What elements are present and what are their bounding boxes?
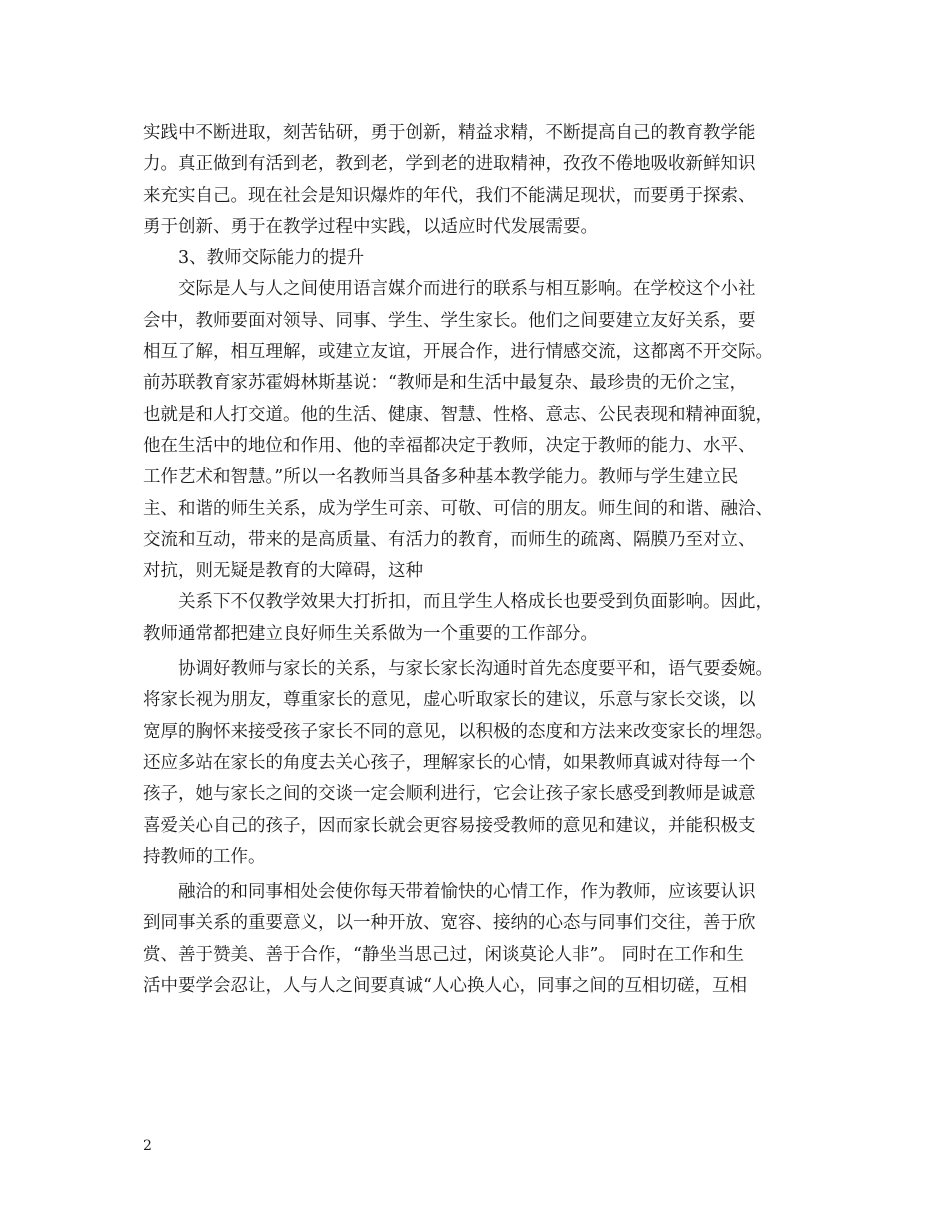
- text-line: 将家长视为朋友，尊重家长的意见，虚心听取家长的建议，乐意与家长交谈，以: [143, 690, 756, 711]
- text-line: 交际是人与人之间使用语言媒介而进行的联系与相互影响。在学校这个小社: [178, 279, 756, 300]
- text-line: 孩子，她与家长之间的交谈一定会顺利进行，它会让孩子家长感受到教师是诚意: [143, 784, 756, 805]
- text-line: 勇于创新、勇于在教学过程中实践，以适应时代发展需要。: [143, 216, 598, 237]
- text-line: 赏、善于赞美、善于合作，“静坐当思己过，闲谈莫论人非”。 同时在工作和生: [143, 944, 744, 965]
- text-line: 宽厚的胸怀来接受孩子家长不同的意见，以积极的态度和方法来改变家长的埋怨。: [143, 721, 773, 742]
- text-line: 主、和谐的师生关系，成为学生可亲、可敬、可信的朋友。师生间的和谐、融洽、: [143, 498, 773, 519]
- text-line: 他在生活中的地位和作用、他的幸福都决定于教师，决定于教师的能力、水平、: [143, 435, 756, 456]
- text-line: 前苏联教育家苏霍姆林斯基说：“教师是和生活中最复杂、最珍贵的无价之宝，: [143, 373, 747, 394]
- text-line: 关系下不仅教学效果大打折扣，而且学生人格成长也要受到负面影响。因此，: [178, 592, 773, 613]
- page-number: 2: [143, 1138, 152, 1154]
- text-line: 工作艺术和智慧。”所以一名教师当具备多种基本教学能力。教师与学生建立民: [143, 467, 739, 488]
- text-line: 实践中不断进取，刻苦钻研，勇于创新，精益求精，不断提高自己的教育教学能: [143, 123, 756, 143]
- text-line: 协调好教师与家长的关系，与家长家长沟通时首先态度要平和，语气要委婉。: [178, 659, 773, 680]
- text-line: 也就是和人打交道。他的生活、健康、智慧、性格、意志、公民表现和精神面貌，: [143, 404, 773, 425]
- document-body: [143, 118, 823, 1002]
- text-line: 教师通常都把建立良好师生关系做为一个重要的工作部分。: [143, 623, 598, 644]
- text-line: 喜爱关心自己的孩子，因而家长就会更容易接受教师的意见和建议，并能积极支: [143, 815, 756, 836]
- text-line: 对抗，则无疑是教育的大障碍，这种: [143, 561, 423, 582]
- text-line: 持教师的工作。: [143, 846, 266, 867]
- text-line: 还应多站在家长的角度去关心孩子，理解家长的心情，如果教师真诚对待每一个: [143, 752, 756, 773]
- text-line: 交流和互动，带来的是高质量、有活力的教育，而师生的疏离、隔膜乃至对立、: [143, 529, 756, 550]
- text-line: 来充实自己。现在社会是知识爆炸的年代，我们不能满足现状，而要勇于探索、: [143, 185, 756, 206]
- text-line: 融洽的和同事相处会使你每天带着愉快的心情工作，作为教师，应该要认识: [178, 882, 756, 903]
- text-line: 到同事关系的重要意义，以一种开放、宽容、接纳的心态与同事们交往，善于欣: [143, 913, 756, 934]
- text-line: 力。真正做到有活到老，教到老，学到老的进取精神，孜孜不倦地吸收新鲜知识: [143, 154, 756, 175]
- section-heading: 3、教师交际能力的提升: [178, 248, 365, 269]
- text-line: 会中，教师要面对领导、同事、学生、学生家长。他们之间要建立友好关系，要: [143, 310, 756, 331]
- text-line: 相互了解，相互理解，或建立友谊，开展合作，进行情感交流，这都离不开交际。: [143, 342, 773, 363]
- text-line: 活中要学会忍让，人与人之间要真诚“人心换人心，同事之间的互相切磋，互相: [143, 976, 747, 997]
